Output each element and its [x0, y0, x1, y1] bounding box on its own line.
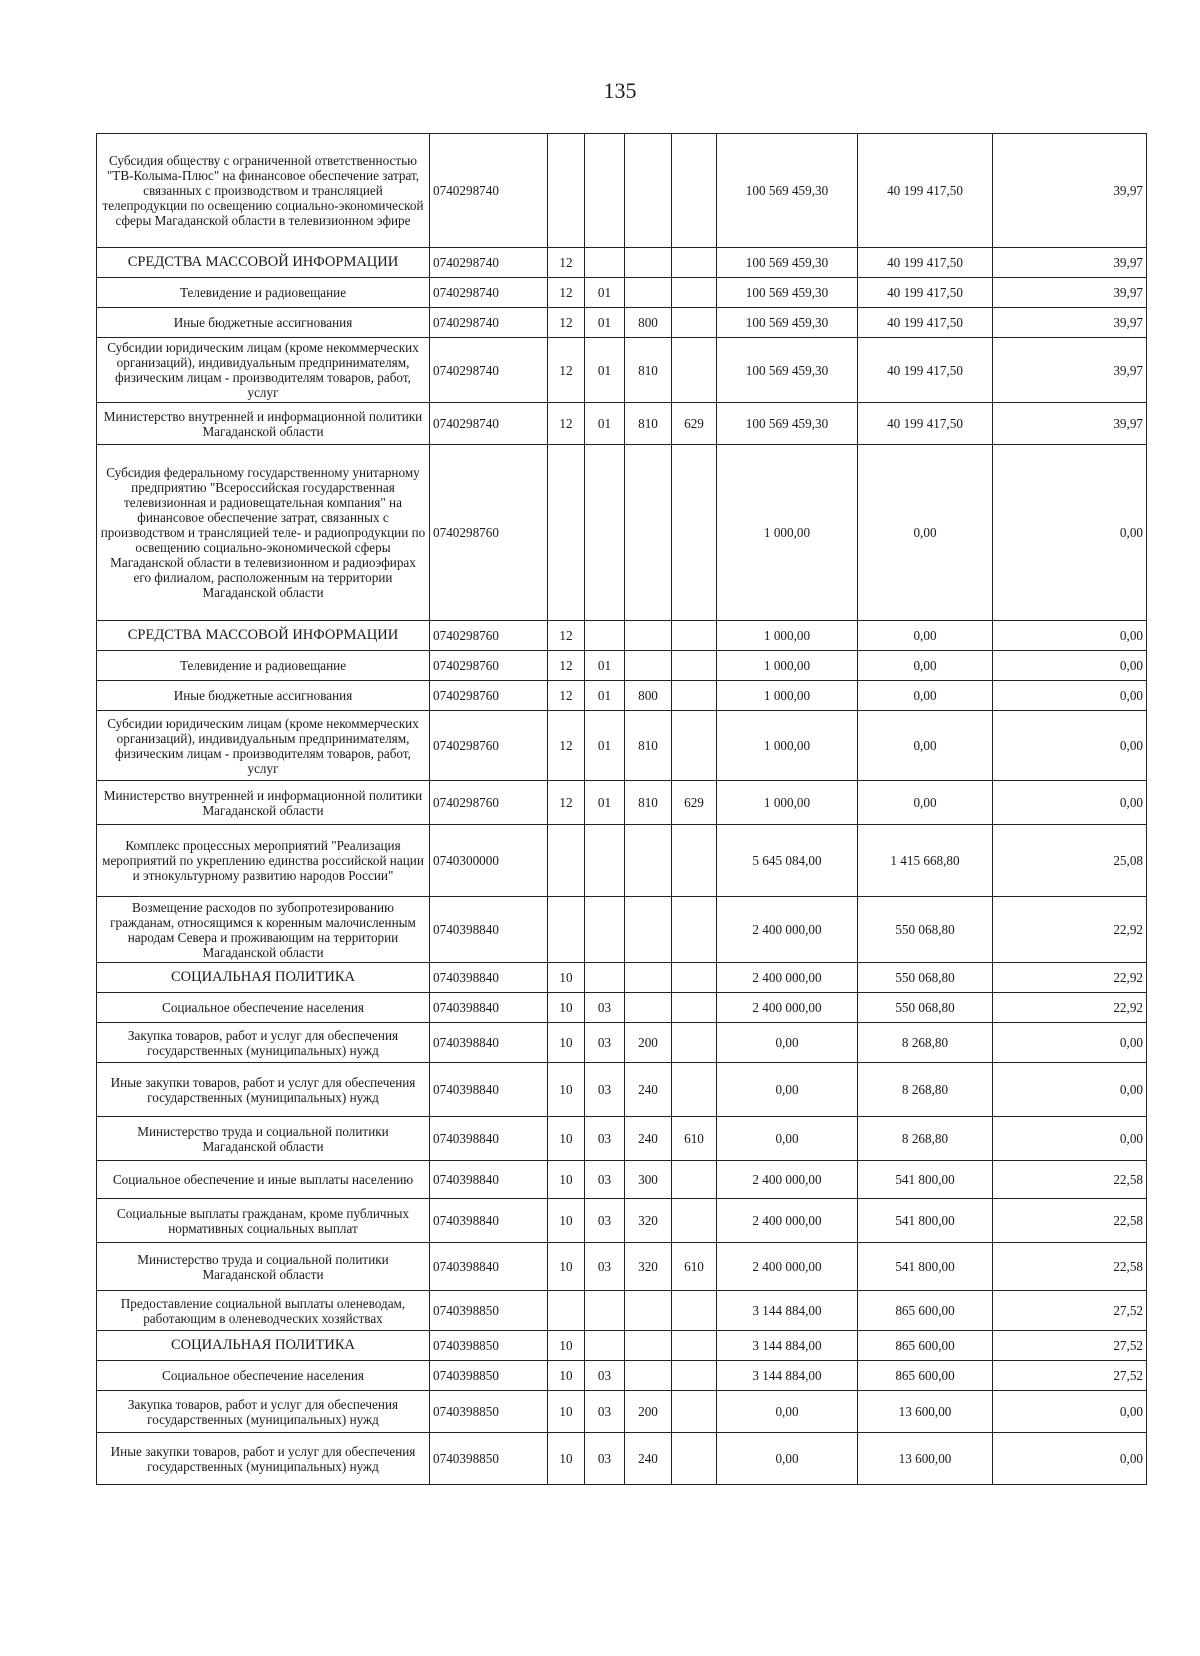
table-row: [97, 963, 1147, 993]
planned-amount: 100 569 459,30: [717, 338, 858, 403]
target-code: 0740398840: [430, 1063, 548, 1117]
subsection-code: 01: [585, 781, 625, 825]
section-code: 10: [548, 1161, 585, 1199]
expense-type-code: [625, 993, 672, 1023]
planned-amount: 0,00: [717, 1433, 858, 1485]
execution-percent: 22,92: [993, 993, 1147, 1023]
actual-amount: 550 068,80: [858, 897, 993, 963]
target-code: 0740298760: [430, 681, 548, 711]
execution-percent: 0,00: [993, 1117, 1147, 1161]
actual-amount: 0,00: [858, 681, 993, 711]
actual-amount: 865 600,00: [858, 1331, 993, 1361]
subsection-code: 03: [585, 1117, 625, 1161]
execution-percent: 22,58: [993, 1243, 1147, 1291]
subsection-code: 03: [585, 1063, 625, 1117]
section-code: 12: [548, 681, 585, 711]
expense-type-code: 300: [625, 1161, 672, 1199]
section-code: 10: [548, 1433, 585, 1485]
planned-amount: 0,00: [717, 1391, 858, 1433]
planned-amount: 1 000,00: [717, 711, 858, 781]
execution-percent: 0,00: [993, 711, 1147, 781]
subsection-code: [585, 1331, 625, 1361]
row-name: Субсидия федеральному государственному унитарному предприятию "Всероссийская государственная телевизионная и радиовещательная компания" на финансовое обеспечение затрат, связанных с производством и трансляцией теле- и радиопродукции по освещению социально-экономической сферы Магаданской области в телевизионном и радиоэфирах его филиалом, расположенным на территории Магаданской области: [97, 445, 430, 621]
planned-amount: 2 400 000,00: [717, 1199, 858, 1243]
section-code: 10: [548, 963, 585, 993]
actual-amount: 40 199 417,50: [858, 248, 993, 278]
execution-percent: 0,00: [993, 781, 1147, 825]
execution-percent: 39,97: [993, 338, 1147, 403]
target-code: 0740398850: [430, 1433, 548, 1485]
subsection-code: 03: [585, 1243, 625, 1291]
execution-percent: 27,52: [993, 1331, 1147, 1361]
chapter-code: [672, 1391, 717, 1433]
row-name: Социальное обеспечение и иные выплаты населению: [97, 1161, 430, 1199]
row-name: Субсидии юридическим лицам (кроме некоммерческих организаций), индивидуальным предпринимателям, физическим лицам - производителям товаров, работ, услуг: [97, 338, 430, 403]
row-name: Возмещение расходов по зубопротезированию гражданам, относящимся к коренным малочисленным народам Севера и проживающим на территории Магаданской области: [97, 897, 430, 963]
planned-amount: 3 144 884,00: [717, 1291, 858, 1331]
row-name: Субсидия обществу с ограниченной ответственностью "ТВ-Колыма-Плюс" на финансовое обеспечение затрат, связанных с производством и трансляцией телепродукции по освещению социально-экономической сферы Магаданской области в телевизионном эфире: [97, 134, 430, 248]
actual-amount: 0,00: [858, 445, 993, 621]
chapter-code: [672, 1331, 717, 1361]
expense-type-code: 240: [625, 1117, 672, 1161]
table-row: [97, 897, 1147, 963]
expense-type-code: 240: [625, 1063, 672, 1117]
expense-type-code: 810: [625, 781, 672, 825]
chapter-code: [672, 963, 717, 993]
section-code: 12: [548, 338, 585, 403]
target-code: 0740398840: [430, 897, 548, 963]
expense-type-code: 800: [625, 308, 672, 338]
chapter-code: [672, 1063, 717, 1117]
actual-amount: 40 199 417,50: [858, 134, 993, 248]
budget-table: [96, 133, 1147, 1485]
subsection-code: 01: [585, 278, 625, 308]
section-code: 12: [548, 651, 585, 681]
table-row: [97, 825, 1147, 897]
chapter-code: 629: [672, 403, 717, 445]
execution-percent: 22,92: [993, 897, 1147, 963]
execution-percent: 39,97: [993, 278, 1147, 308]
execution-percent: 0,00: [993, 681, 1147, 711]
target-code: 0740298740: [430, 248, 548, 278]
actual-amount: 541 800,00: [858, 1199, 993, 1243]
planned-amount: 1 000,00: [717, 651, 858, 681]
table-row: [97, 1063, 1147, 1117]
subsection-code: 03: [585, 1023, 625, 1063]
target-code: 0740398840: [430, 1199, 548, 1243]
expense-type-code: 810: [625, 338, 672, 403]
section-code: [548, 897, 585, 963]
section-code: 10: [548, 1361, 585, 1391]
subsection-code: [585, 1291, 625, 1331]
subsection-code: 01: [585, 711, 625, 781]
section-code: 12: [548, 278, 585, 308]
subsection-code: [585, 134, 625, 248]
target-code: 0740398850: [430, 1291, 548, 1331]
table-row: [97, 308, 1147, 338]
table-row: [97, 338, 1147, 403]
section-code: [548, 1291, 585, 1331]
row-name: Социальные выплаты гражданам, кроме публичных нормативных социальных выплат: [97, 1199, 430, 1243]
section-code: 12: [548, 308, 585, 338]
planned-amount: 2 400 000,00: [717, 1243, 858, 1291]
execution-percent: 27,52: [993, 1361, 1147, 1391]
section-code: 10: [548, 1117, 585, 1161]
page-number: 135: [603, 78, 637, 103]
target-code: 0740298740: [430, 308, 548, 338]
actual-amount: 40 199 417,50: [858, 403, 993, 445]
planned-amount: 0,00: [717, 1023, 858, 1063]
table-body: [97, 134, 1147, 1485]
section-code: 10: [548, 1243, 585, 1291]
row-name: Социальное обеспечение населения: [97, 1361, 430, 1391]
chapter-code: [672, 445, 717, 621]
execution-percent: 0,00: [993, 651, 1147, 681]
expense-type-code: [625, 897, 672, 963]
chapter-code: [672, 308, 717, 338]
actual-amount: 0,00: [858, 781, 993, 825]
chapter-code: [672, 993, 717, 1023]
table-row: [97, 1243, 1147, 1291]
expense-type-code: [625, 278, 672, 308]
execution-percent: 0,00: [993, 445, 1147, 621]
subsection-code: [585, 621, 625, 651]
actual-amount: 40 199 417,50: [858, 308, 993, 338]
target-code: 0740398840: [430, 1117, 548, 1161]
target-code: 0740398850: [430, 1391, 548, 1433]
chapter-code: [672, 278, 717, 308]
subsection-code: [585, 248, 625, 278]
table-row: [97, 651, 1147, 681]
actual-amount: 13 600,00: [858, 1433, 993, 1485]
target-code: 0740298740: [430, 134, 548, 248]
chapter-code: [672, 651, 717, 681]
subsection-code: [585, 897, 625, 963]
table-row: [97, 1023, 1147, 1063]
subsection-code: 03: [585, 1433, 625, 1485]
section-code: [548, 134, 585, 248]
section-code: 12: [548, 621, 585, 651]
row-name: Министерство труда и социальной политики Магаданской области: [97, 1117, 430, 1161]
execution-percent: 39,97: [993, 308, 1147, 338]
execution-percent: 39,97: [993, 248, 1147, 278]
actual-amount: 40 199 417,50: [858, 338, 993, 403]
planned-amount: 2 400 000,00: [717, 897, 858, 963]
table-row: [97, 1161, 1147, 1199]
row-name: Субсидии юридическим лицам (кроме некоммерческих организаций), индивидуальным предпринимателям, физическим лицам - производителям товаров, работ, услуг: [97, 711, 430, 781]
section-code: 10: [548, 993, 585, 1023]
planned-amount: 1 000,00: [717, 621, 858, 651]
execution-percent: 25,08: [993, 825, 1147, 897]
chapter-code: [672, 1433, 717, 1485]
table-row: [97, 1331, 1147, 1361]
actual-amount: 865 600,00: [858, 1361, 993, 1391]
section-code: 12: [548, 248, 585, 278]
target-code: 0740298760: [430, 781, 548, 825]
chapter-code: [672, 711, 717, 781]
target-code: 0740298760: [430, 621, 548, 651]
planned-amount: 3 144 884,00: [717, 1331, 858, 1361]
planned-amount: 100 569 459,30: [717, 278, 858, 308]
actual-amount: 865 600,00: [858, 1291, 993, 1331]
row-name: Министерство труда и социальной политики Магаданской области: [97, 1243, 430, 1291]
table-row: [97, 1361, 1147, 1391]
row-name: СРЕДСТВА МАССОВОЙ ИНФОРМАЦИИ: [97, 621, 430, 651]
section-code: 10: [548, 1391, 585, 1433]
actual-amount: 541 800,00: [858, 1161, 993, 1199]
chapter-code: 629: [672, 781, 717, 825]
actual-amount: 550 068,80: [858, 993, 993, 1023]
expense-type-code: 240: [625, 1433, 672, 1485]
actual-amount: 0,00: [858, 651, 993, 681]
table-row: [97, 1433, 1147, 1485]
table-row: [97, 445, 1147, 621]
row-name: Министерство внутренней и информационной политики Магаданской области: [97, 403, 430, 445]
expense-type-code: [625, 825, 672, 897]
target-code: 0740300000: [430, 825, 548, 897]
expense-type-code: [625, 134, 672, 248]
section-code: 12: [548, 403, 585, 445]
planned-amount: 100 569 459,30: [717, 308, 858, 338]
expense-type-code: 810: [625, 403, 672, 445]
expense-type-code: 200: [625, 1391, 672, 1433]
target-code: 0740298740: [430, 338, 548, 403]
row-name: Иные закупки товаров, работ и услуг для обеспечения государственных (муниципальных) нужд: [97, 1063, 430, 1117]
table-row: [97, 1199, 1147, 1243]
execution-percent: 22,58: [993, 1161, 1147, 1199]
planned-amount: 2 400 000,00: [717, 963, 858, 993]
chapter-code: [672, 134, 717, 248]
subsection-code: 03: [585, 993, 625, 1023]
planned-amount: 1 000,00: [717, 781, 858, 825]
row-name: Закупка товаров, работ и услуг для обеспечения государственных (муниципальных) нужд: [97, 1391, 430, 1433]
chapter-code: [672, 825, 717, 897]
target-code: 0740398840: [430, 963, 548, 993]
actual-amount: 550 068,80: [858, 963, 993, 993]
row-name: Телевидение и радиовещание: [97, 651, 430, 681]
chapter-code: [672, 1291, 717, 1331]
row-name: Иные бюджетные ассигнования: [97, 308, 430, 338]
subsection-code: 01: [585, 681, 625, 711]
chapter-code: [672, 1199, 717, 1243]
actual-amount: 1 415 668,80: [858, 825, 993, 897]
actual-amount: 541 800,00: [858, 1243, 993, 1291]
target-code: 0740298740: [430, 403, 548, 445]
expense-type-code: [625, 963, 672, 993]
section-code: 12: [548, 781, 585, 825]
section-code: [548, 825, 585, 897]
expense-type-code: [625, 248, 672, 278]
planned-amount: 100 569 459,30: [717, 134, 858, 248]
row-name: Министерство внутренней и информационной политики Магаданской области: [97, 781, 430, 825]
expense-type-code: 320: [625, 1199, 672, 1243]
row-name: Предоставление социальной выплаты оленеводам, работающим в оленеводческих хозяйствах: [97, 1291, 430, 1331]
section-code: 10: [548, 1331, 585, 1361]
execution-percent: 0,00: [993, 621, 1147, 651]
chapter-code: [672, 338, 717, 403]
chapter-code: [672, 621, 717, 651]
planned-amount: 1 000,00: [717, 681, 858, 711]
section-code: 12: [548, 711, 585, 781]
row-name: СОЦИАЛЬНАЯ ПОЛИТИКА: [97, 963, 430, 993]
target-code: 0740298740: [430, 278, 548, 308]
chapter-code: [672, 248, 717, 278]
row-name: СОЦИАЛЬНАЯ ПОЛИТИКА: [97, 1331, 430, 1361]
target-code: 0740398840: [430, 993, 548, 1023]
table-row: [97, 711, 1147, 781]
chapter-code: [672, 1161, 717, 1199]
subsection-code: 01: [585, 338, 625, 403]
chapter-code: [672, 1361, 717, 1391]
row-name: СРЕДСТВА МАССОВОЙ ИНФОРМАЦИИ: [97, 248, 430, 278]
row-name: Социальное обеспечение населения: [97, 993, 430, 1023]
table-row: [97, 621, 1147, 651]
target-code: 0740398840: [430, 1243, 548, 1291]
target-code: 0740398840: [430, 1161, 548, 1199]
target-code: 0740298760: [430, 445, 548, 621]
row-name: Иные закупки товаров, работ и услуг для обеспечения государственных (муниципальных) нужд: [97, 1433, 430, 1485]
target-code: 0740398840: [430, 1023, 548, 1063]
execution-percent: 22,92: [993, 963, 1147, 993]
expense-type-code: [625, 1291, 672, 1331]
execution-percent: 39,97: [993, 403, 1147, 445]
subsection-code: 01: [585, 308, 625, 338]
actual-amount: 0,00: [858, 621, 993, 651]
planned-amount: 1 000,00: [717, 445, 858, 621]
section-code: 10: [548, 1023, 585, 1063]
planned-amount: 2 400 000,00: [717, 993, 858, 1023]
expense-type-code: 810: [625, 711, 672, 781]
expense-type-code: [625, 651, 672, 681]
execution-percent: 0,00: [993, 1391, 1147, 1433]
table-row: [97, 134, 1147, 248]
section-code: 10: [548, 1063, 585, 1117]
execution-percent: 0,00: [993, 1023, 1147, 1063]
subsection-code: [585, 445, 625, 621]
expense-type-code: [625, 621, 672, 651]
actual-amount: 13 600,00: [858, 1391, 993, 1433]
subsection-code: 03: [585, 1361, 625, 1391]
expense-type-code: [625, 1331, 672, 1361]
row-name: Закупка товаров, работ и услуг для обеспечения государственных (муниципальных) нужд: [97, 1023, 430, 1063]
expense-type-code: [625, 445, 672, 621]
chapter-code: [672, 681, 717, 711]
actual-amount: 40 199 417,50: [858, 278, 993, 308]
expense-type-code: 320: [625, 1243, 672, 1291]
table-row: [97, 781, 1147, 825]
target-code: 0740298760: [430, 711, 548, 781]
subsection-code: 03: [585, 1391, 625, 1433]
planned-amount: 5 645 084,00: [717, 825, 858, 897]
execution-percent: 22,58: [993, 1199, 1147, 1243]
table-row: [97, 278, 1147, 308]
subsection-code: 01: [585, 651, 625, 681]
execution-percent: 27,52: [993, 1291, 1147, 1331]
table-row: [97, 681, 1147, 711]
table-row: [97, 248, 1147, 278]
table-row: [97, 403, 1147, 445]
target-code: 0740298760: [430, 651, 548, 681]
expense-type-code: 800: [625, 681, 672, 711]
planned-amount: 2 400 000,00: [717, 1161, 858, 1199]
row-name: Комплекс процессных мероприятий "Реализация мероприятий по укреплению единства российской нации и этнокультурному развитию народов России": [97, 825, 430, 897]
subsection-code: [585, 825, 625, 897]
planned-amount: 0,00: [717, 1117, 858, 1161]
target-code: 0740398850: [430, 1331, 548, 1361]
subsection-code: 01: [585, 403, 625, 445]
execution-percent: 0,00: [993, 1063, 1147, 1117]
actual-amount: 0,00: [858, 711, 993, 781]
chapter-code: 610: [672, 1243, 717, 1291]
table-row: [97, 993, 1147, 1023]
actual-amount: 8 268,80: [858, 1023, 993, 1063]
table-row: [97, 1291, 1147, 1331]
section-code: [548, 445, 585, 621]
planned-amount: 0,00: [717, 1063, 858, 1117]
planned-amount: 100 569 459,30: [717, 248, 858, 278]
chapter-code: [672, 1023, 717, 1063]
chapter-code: 610: [672, 1117, 717, 1161]
subsection-code: 03: [585, 1199, 625, 1243]
chapter-code: [672, 897, 717, 963]
execution-percent: 39,97: [993, 134, 1147, 248]
actual-amount: 8 268,80: [858, 1063, 993, 1117]
row-name: Телевидение и радиовещание: [97, 278, 430, 308]
execution-percent: 0,00: [993, 1433, 1147, 1485]
table-row: [97, 1391, 1147, 1433]
subsection-code: [585, 963, 625, 993]
table-row: [97, 1117, 1147, 1161]
planned-amount: 100 569 459,30: [717, 403, 858, 445]
row-name: Иные бюджетные ассигнования: [97, 681, 430, 711]
expense-type-code: 200: [625, 1023, 672, 1063]
target-code: 0740398850: [430, 1361, 548, 1391]
actual-amount: 8 268,80: [858, 1117, 993, 1161]
section-code: 10: [548, 1199, 585, 1243]
expense-type-code: [625, 1361, 672, 1391]
planned-amount: 3 144 884,00: [717, 1361, 858, 1391]
subsection-code: 03: [585, 1161, 625, 1199]
